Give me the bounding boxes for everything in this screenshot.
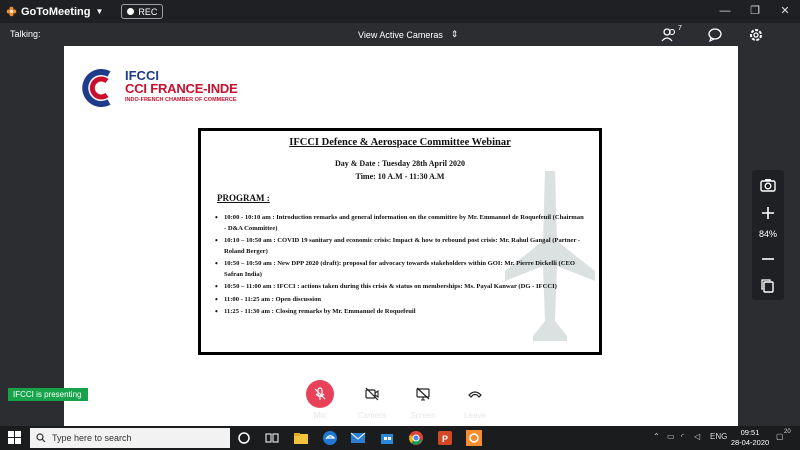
attendee-count: 7	[678, 25, 682, 32]
app-menu[interactable]	[6, 6, 103, 18]
mail-icon[interactable]	[350, 430, 366, 446]
program-item: • 10:10 – 10:50 am : COVID 19 sanitary and economic crisis: Impact & how to rebound post crisis: Mr. Rahul Gangal (Partner - Roland Berger)	[215, 236, 587, 257]
meeting-toolbar	[0, 23, 800, 46]
notification-count: 20	[784, 429, 791, 435]
chevron-down-icon: ▼	[95, 7, 104, 16]
chat-button[interactable]	[705, 25, 725, 45]
meeting-controls	[0, 380, 800, 426]
minimize-button[interactable]: —	[719, 5, 731, 17]
gotomeeting-taskbar-icon[interactable]	[466, 430, 482, 446]
gotomeeting-logo-icon	[6, 6, 17, 17]
store-icon[interactable]	[379, 430, 395, 446]
zoom-out-icon[interactable]	[758, 249, 778, 269]
shared-screen	[64, 46, 738, 426]
taskbar-search[interactable]	[30, 428, 230, 448]
title-bar	[0, 0, 800, 23]
webinar-date: Day & Date : Tuesday 28th April 2020	[334, 159, 465, 168]
screen-label: Screen	[410, 411, 436, 420]
clock-time: 09:51	[740, 428, 760, 437]
file-explorer-icon[interactable]	[293, 430, 309, 446]
app-name: GoToMeeting	[21, 5, 91, 18]
camera-button[interactable]	[350, 380, 394, 420]
tray-chevron-icon[interactable]: ⌃	[653, 432, 660, 441]
zoom-panel	[752, 170, 784, 300]
camera-snapshot-icon[interactable]	[758, 175, 778, 195]
camera-label: Camera	[357, 411, 387, 420]
volume-icon[interactable]: ◁	[694, 432, 701, 441]
restore-button[interactable]: ❐	[750, 5, 760, 17]
record-button[interactable]	[121, 4, 163, 19]
edge-icon[interactable]	[322, 430, 338, 446]
record-dot-icon	[127, 8, 134, 15]
chat-icon	[705, 25, 725, 45]
record-label: REC	[138, 6, 158, 17]
program-item: • 11:25 - 11:30 am : Closing remarks by Mr. Emmanuel de Roquefeuil	[215, 307, 587, 318]
screen-circle	[409, 380, 437, 408]
close-button[interactable]: ✕	[780, 5, 790, 17]
language-indicator[interactable]: ENG	[710, 432, 728, 441]
hang-up-icon	[467, 386, 483, 402]
windows-taskbar	[0, 426, 800, 450]
cortana-icon[interactable]	[236, 430, 252, 446]
zoom-level: 84%	[758, 229, 777, 239]
people-icon	[660, 25, 680, 45]
mic-muted-icon	[312, 386, 328, 402]
program-item: • 10:00 - 10:10 am : Introduction remarks and general information on the committee by Mr. Emmanuel de Roquefeuil (Chairman - D&A Committee)	[215, 213, 587, 234]
search-placeholder: Type here to search	[52, 433, 132, 443]
view-cameras-label: View Active Cameras	[358, 29, 443, 40]
ifcci-c-logo-icon	[79, 66, 123, 110]
screen-share-off-icon	[415, 386, 431, 402]
mic-circle	[306, 380, 334, 408]
copy-icon[interactable]	[758, 276, 778, 296]
chrome-icon[interactable]	[408, 430, 424, 446]
windows-start-icon[interactable]	[8, 431, 22, 445]
settings-button[interactable]	[746, 25, 766, 45]
sort-arrows-icon: ⇕	[450, 29, 459, 39]
program-item: • 11:00 - 11:25 am : Open discussion	[215, 295, 587, 306]
logo-text-ifcci: IFCCI	[125, 68, 159, 83]
wifi-icon[interactable]: ◜	[681, 432, 685, 441]
task-view-icon[interactable]	[264, 430, 280, 446]
zoom-in-icon[interactable]	[758, 203, 778, 223]
talking-label: Talking:	[10, 29, 41, 39]
camera-off-icon	[364, 386, 380, 402]
ifcci-logo	[79, 66, 249, 112]
logo-text-cci: CCI FRANCE-INDE	[125, 81, 238, 96]
leave-circle	[461, 380, 489, 408]
webinar-time: Time: 10 A.M - 11:30 A.M	[355, 172, 445, 181]
program-item: • 10:50 – 10:50 am : New DPP 2020 (draft): proposal for advocacy towards stakeholders within GOI: Mr. Pierre Dickelli (CEO Safran India)	[215, 259, 587, 280]
camera-circle	[358, 380, 386, 408]
powerpoint-icon[interactable]	[437, 430, 453, 446]
program-item: • 10:50 – 11:00 am : IFCCI : actions taken during this crisis & status on memberships: Ms. Payal Kanwar (DG - IFCCI)	[215, 282, 587, 293]
search-icon	[36, 433, 46, 443]
program-heading: PROGRAM :	[217, 193, 270, 203]
mic-button[interactable]	[298, 380, 342, 420]
logo-text-sub: INDO-FRENCH CHAMBER OF COMMERCE	[125, 97, 237, 103]
screen-button[interactable]	[401, 380, 445, 420]
clock-date: 28-04-2020	[730, 438, 770, 447]
presenter-badge: IFCCI is presenting	[8, 388, 88, 401]
battery-icon[interactable]: ▭	[667, 432, 675, 441]
view-cameras-dropdown[interactable]	[358, 29, 458, 40]
program-box	[198, 128, 602, 355]
clock[interactable]	[730, 428, 770, 448]
leave-label: Leave	[464, 411, 486, 420]
program-list	[215, 213, 587, 320]
mic-label: Mic	[313, 411, 327, 420]
svg-text:P: P	[442, 434, 449, 444]
webinar-title: IFCCI Defence & Aerospace Committee Webinar	[289, 137, 511, 148]
leave-button[interactable]	[453, 380, 497, 420]
attendees-button[interactable]	[660, 25, 680, 45]
gear-icon	[746, 25, 766, 45]
notifications-icon[interactable]: ▢	[776, 432, 784, 441]
